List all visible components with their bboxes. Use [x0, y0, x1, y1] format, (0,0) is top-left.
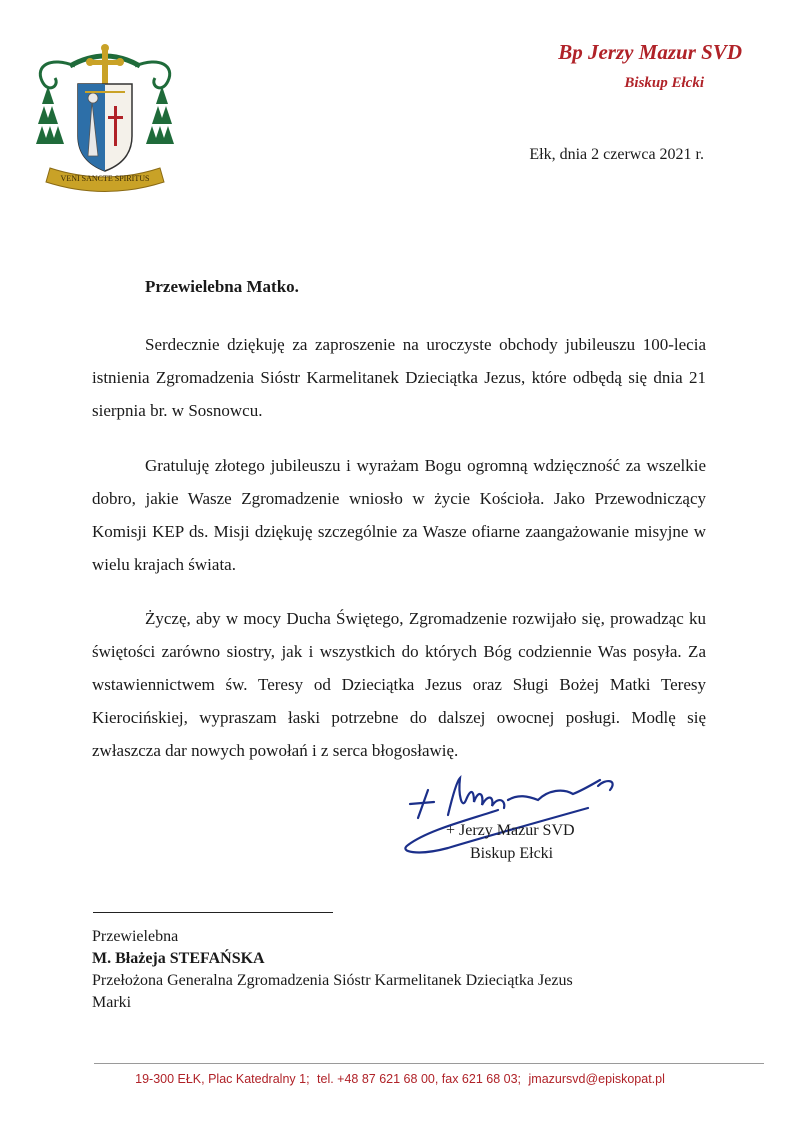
signature-title: Biskup Ełcki [470, 845, 554, 862]
footer-divider [94, 1063, 764, 1064]
footer-address: 19-300 EŁK, Plac Katedralny 1; [135, 1072, 310, 1086]
signature-name: + Jerzy Mazur SVD [446, 822, 575, 839]
place-date: Ełk, dnia 2 czerwca 2021 r. [529, 146, 704, 163]
salutation: Przewielebna Matko. [145, 277, 299, 296]
letter-paragraph-3 [92, 602, 706, 767]
paragraph-text: Serdecznie dziękuję za zaproszenie na uroczyste obchody jubileuszu 100-lecia istnienia Zgromadzenia Sióstr Karmelitanek Dzieciątka Jezus, które odbędą się dnia 21 sierpnia br. w Sosnowcu. [92, 335, 706, 420]
recipient-address [92, 926, 573, 1014]
recipient-city: Marki [92, 994, 132, 1011]
footer-email[interactable]: jmazursvd@episkopat.pl [528, 1072, 665, 1086]
paragraph-text: Gratuluję złotego jubileuszu i wyrażam Bogu ogromną wdzięczność za wszelkie dobro, jakie Wasze Zgromadzenie wniosło w życie Kościoła. Jako Przewodniczący Komisji KEP ds. Misji dziękuję szczególnie za Wasze ofiarne zaangażowanie misyjne w wielu krajach świata. [92, 456, 706, 574]
paragraph-text: Życzę, aby w mocy Ducha Świętego, Zgromadzenie rozwijało się, prowadząc ku świętości zarówno siostry, jak i wszystkich do których Bóg codziennie Was posyła. Za wstawiennictwem św. Teresy od Dzieciątka Jezus oraz Sługi Bożej Matki Teresy Kierocińskiej, wypraszam łaski potrzebne do dalszej owocnej posługi. Modlę się zwłaszcza dar nowych powołań i z serca błogosławię. [92, 609, 706, 760]
letterhead-title: Biskup Ełcki [624, 75, 704, 91]
recipient-line-1: Przewielebna [92, 928, 179, 945]
address-divider [93, 912, 333, 913]
recipient-name: M. Błażeja STEFAŃSKA [92, 950, 265, 967]
footer-phone: tel. +48 87 621 68 00, fax 621 68 03; [317, 1072, 522, 1086]
episcopal-coat-of-arms [30, 36, 180, 196]
recipient-role: Przełożona Generalna Zgromadzenia Sióstr Karmelitanek Dzieciątka Jezus [92, 972, 573, 989]
letter-paragraph-2 [92, 449, 706, 581]
footer-contact [0, 1072, 800, 1086]
coat-motto: VENI SANCTE SPIRITUS [60, 174, 150, 183]
letterhead-name: Bp Jerzy Mazur SVD [558, 40, 742, 64]
letter-paragraph-1 [92, 328, 706, 427]
